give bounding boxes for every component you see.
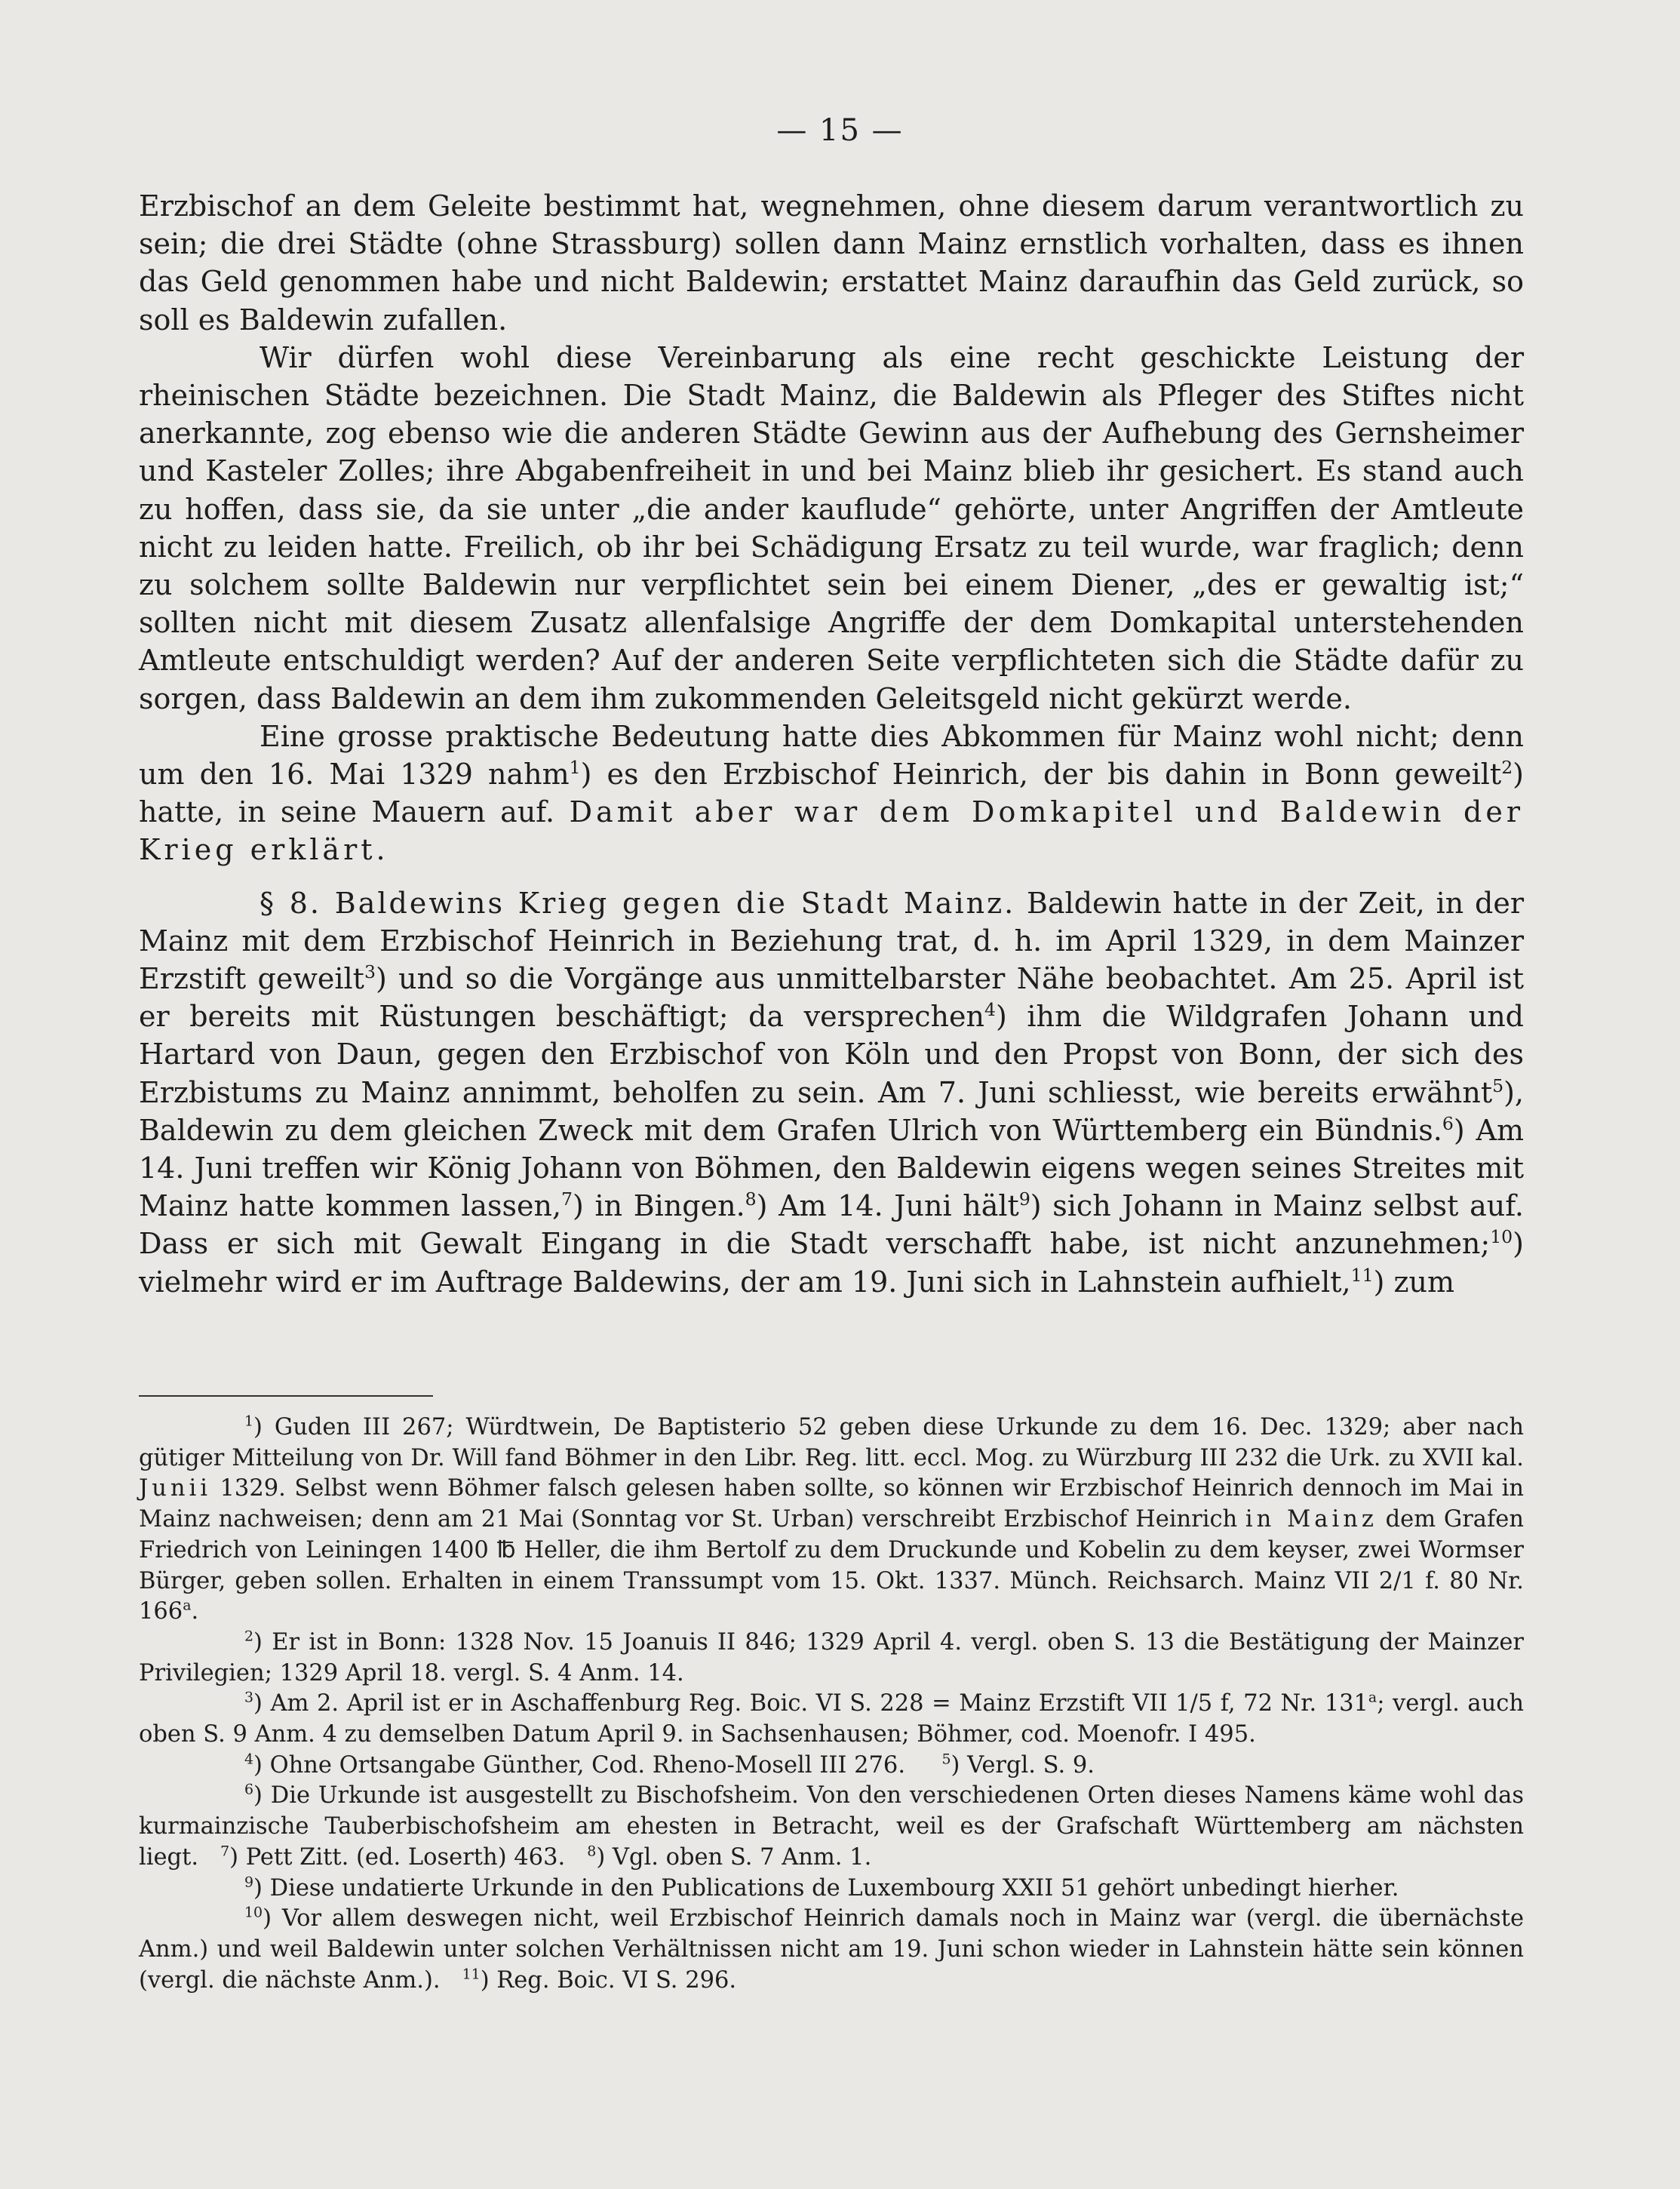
section-8-text: ) zum <box>1373 1265 1455 1299</box>
footnote-mark: 8 <box>587 1843 597 1860</box>
page-number: — 15 — <box>776 113 904 148</box>
footnote-6-7-8 <box>139 1781 1524 1873</box>
footnote-ref-10: 10 <box>1490 1226 1513 1248</box>
footnote-ref-2: 2 <box>1501 756 1513 778</box>
footnote-superscript: a <box>1368 1689 1377 1706</box>
footnote-text: ) Vor allem deswegen nicht, weil Erzbischof Heinrich damals noch in Mainz war (vergl. die übernächste Anm.) und weil Baldewin unter solchen Verhältnissen nicht am 19. Juni schon wieder in Lahnstein hätte sein können (vergl. die nächste Anm.). <box>139 1905 1524 1994</box>
footnote-mark: 7 <box>220 1843 230 1860</box>
footnote-ref-5: 5 <box>1492 1075 1504 1096</box>
section-8-text: ) ihm die Wildgrafen Johann und Hartard von Daun, gegen den Erzbischof von Köln und den Propst von Bonn, der sich des Erzbistums zu Mainz annimmt, beholfen zu sein. Am 7. Juni schliesst, wie bereits erwähnt <box>139 1000 1524 1109</box>
footnote-mark: 10 <box>244 1904 263 1921</box>
footnote-ref-4: 4 <box>984 999 996 1021</box>
emphasized-text: Junii <box>139 1475 212 1502</box>
footnote-9 <box>139 1874 1524 1905</box>
paragraph-2: Wir dürfen wohl diese Vereinbarung als eine recht geschickte Leistung der rheinischen Städte bezeichnen. Die Stadt Mainz, die Baldewin als Pfleger des Stiftes nicht anerkannte, zog ebenso wie die anderen Städte Gewinn aus der Aufhebung des Gernsheimer und Kasteler Zolles; ihre Abgabenfreiheit in und bei Mainz blieb ihr gesichert. Es stand auch zu hoffen, dass sie, da sie unter „die ander kauflude“ gehörte, unter Angriffen der Amtleute nicht zu leiden hatte. Freilich, ob ihr bei Schädigung Ersatz zu teil wurde, war fraglich; denn zu solchem sollte Baldewin nur verpflichtet sein bei einem Diener, „des er gewaltig ist;“ sollten nicht mit diesem Zusatz allenfalsige Angriffe der dem Domkapital unterstehenden Amtleute entschuldigt werden? Auf der anderen Seite verpflichteten sich die Städte dafür zu sorgen, dass Baldewin an dem ihm zukommenden Geleitsgeld nicht gekürzt werde. <box>139 340 1524 715</box>
footnote-3 <box>139 1689 1524 1750</box>
footnote-ref-8: 8 <box>745 1188 757 1210</box>
paragraph-3 <box>139 718 1524 869</box>
footnote-text: ) Pett Zitt. (ed. Loserth) 463. <box>229 1843 566 1871</box>
main-text <box>139 187 1524 1301</box>
section-8-text: ) Am 14. Juni treffen wir König Johann von Böhmen, den Baldewin eigens wegen seines Streites mit Mainz hatte kommen lassen, <box>139 1113 1524 1223</box>
footnote-text: ) Vergl. S. 9. <box>951 1751 1095 1779</box>
paragraph-3-text: ) es den Erzbischof Heinrich, der bis dahin in Bonn geweilt <box>580 758 1502 792</box>
footnote-mark: 6 <box>244 1782 254 1799</box>
footnote-text: ) Guden III 267; Würdtwein, De Baptisterio 52 geben diese Urkunde zu dem 16. Dec. 1329; aber nach gütiger Mitteilung von Dr. Will fand Böhmer in den Libr. Reg. litt. eccl. Mog. zu Würzburg III 232 die Urk. zu XVII kal. <box>139 1414 1524 1471</box>
footnote-text: ) Die Urkunde ist ausgestellt zu Bischofsheim. Von den verschiedenen Orten dieses Namens käme wohl das kurmainzische Tauberbischofsheim am ehesten in Betracht, weil es der Grafschaft Württemberg am nächsten liegt. <box>139 1782 1524 1871</box>
footnote-ref-7: 7 <box>561 1188 573 1210</box>
footnote-ref-1: 1 <box>569 756 581 778</box>
footnote-ref-11: 11 <box>1350 1264 1374 1286</box>
section-8-text: ) sich Johann in Mainz selbst auf. Dass er sich mit Gewalt Eingang in die Stadt verschafft habe, ist nicht anzunehmen; <box>139 1189 1524 1261</box>
paragraph-3-text: ) hatte, in seine Mauern auf. <box>139 758 1524 829</box>
footnote-superscript: a <box>183 1597 192 1614</box>
footnote-1 <box>139 1413 1524 1628</box>
footnote-text: 1329. Selbst wenn Böhmer falsch gelesen haben sollte, so können wir Erzbischof Heinrich dennoch im Mai in Mainz nachweisen; denn am 21 Mai (Sonntag vor St. Urban) verschreibt Erzbischof Heinrich <box>139 1475 1524 1533</box>
footnote-2 <box>139 1628 1524 1689</box>
footnote-mark: 2 <box>244 1628 254 1645</box>
footnote-text: dem Grafen Friedrich von Leiningen 1400 ℔ Heller, die ihm Bertolf zu dem Druckunde und Kobelin zu dem keyser, zwei Wormser Bürger, geben sollen. Erhalten in einem Transsumpt vom 15. Okt. 1337. Münch. Reichsarch. Mainz VII 2/1 f. 80 Nr. 166 <box>139 1506 1524 1625</box>
footnote-ref-3: 3 <box>364 961 376 982</box>
footnote-text: ) Ohne Ortsangabe Günther, Cod. Rheno-Mosell III 276. <box>253 1751 906 1779</box>
footnote-text: ) Am 2. April ist er in Aschaffenburg Reg. Boic. VI S. 228 = Mainz Erzstift VII 1/5 f, 72 Nr. 131 <box>253 1690 1368 1717</box>
section-8-text: ), Baldewin zu dem gleichen Zweck mit dem Grafen Ulrich von Württemberg ein Bündnis. <box>139 1075 1524 1147</box>
section-8-text: Baldewin hatte in der Zeit, in der Mainz mit dem Erzbischof Heinrich in Beziehung trat, d. h. im April 1329, in dem Mainzer Erzstift geweilt <box>139 886 1524 996</box>
footnote-mark: 5 <box>941 1751 951 1768</box>
section-heading: § 8. Baldewins Krieg gegen die Stadt Mainz. <box>260 886 1016 920</box>
footnote-mark: 3 <box>244 1689 254 1706</box>
footnote-text: ; vergl. auch oben S. 9 Anm. 4 zu demselben Datum April 9. in Sachsenhausen; Böhmer, cod. Moenofr. I 495. <box>139 1690 1524 1748</box>
footnote-10-11 <box>139 1904 1524 1996</box>
footnote-text: ) Er ist in Bonn: 1328 Nov. 15 Joanuis II 846; 1329 April 4. vergl. oben S. 13 die Bestätigung der Mainzer Privilegien; 1329 April 18. vergl. S. 4 Anm. 14. <box>139 1628 1524 1686</box>
section-8-text: ) und so die Vorgänge aus unmittelbarster Nähe beobachtet. Am 25. April ist er bereits mit Rüstungen beschäftigt; da versprechen <box>139 962 1524 1034</box>
section-8-paragraph <box>139 884 1524 1301</box>
footnote-mark: 1 <box>244 1413 254 1430</box>
footnote-mark: 9 <box>244 1874 254 1891</box>
footnote-mark: 4 <box>244 1751 254 1768</box>
section-8-text: ) Am 14. Juni hält <box>756 1189 1019 1223</box>
footnotes <box>139 1413 1524 1996</box>
footnote-text: ) Vgl. oben S. 7 Anm. 1. <box>596 1843 872 1871</box>
footnote-divider <box>139 1395 433 1397</box>
paragraph-3-text: Eine grosse praktische Bedeutung hatte dies Abkommen für Mainz wohl nicht; denn um den 16. Mai 1329 nahm <box>139 719 1524 792</box>
emphasized-text: Damit aber war dem Domkapitel und Baldewin der Krieg erklärt. <box>139 795 1524 867</box>
footnote-mark: 11 <box>462 1966 481 1983</box>
emphasized-text: in Mainz <box>1245 1506 1377 1533</box>
footnote-ref-9: 9 <box>1018 1188 1030 1210</box>
footnote-text: . <box>191 1598 199 1625</box>
footnote-ref-6: 6 <box>1442 1112 1454 1134</box>
footnote-text: ) Diese undatierte Urkunde in den Publications de Luxembourg XXII 51 gehört unbedingt hierher. <box>253 1874 1399 1902</box>
footnote-text: ) Reg. Boic. VI S. 296. <box>480 1966 737 1994</box>
footnote-4-5 <box>139 1751 1524 1782</box>
section-8-text: ) vielmehr wird er im Auftrage Baldewins, der am 19. Juni sich in Lahnstein aufhielt, <box>139 1227 1524 1299</box>
paragraph-1: Erzbischof an dem Geleite bestimmt hat, wegnehmen, ohne diesem darum verantwortlich zu sein; die drei Städte (ohne Strassburg) sollen dann Mainz ernstlich vorhalten, dass es ihnen das Geld genommen habe und nicht Baldewin; erstattet Mainz daraufhin das Geld zurück, so soll es Baldewin zufallen. <box>139 189 1524 337</box>
section-8-text: ) in Bingen. <box>573 1189 745 1223</box>
